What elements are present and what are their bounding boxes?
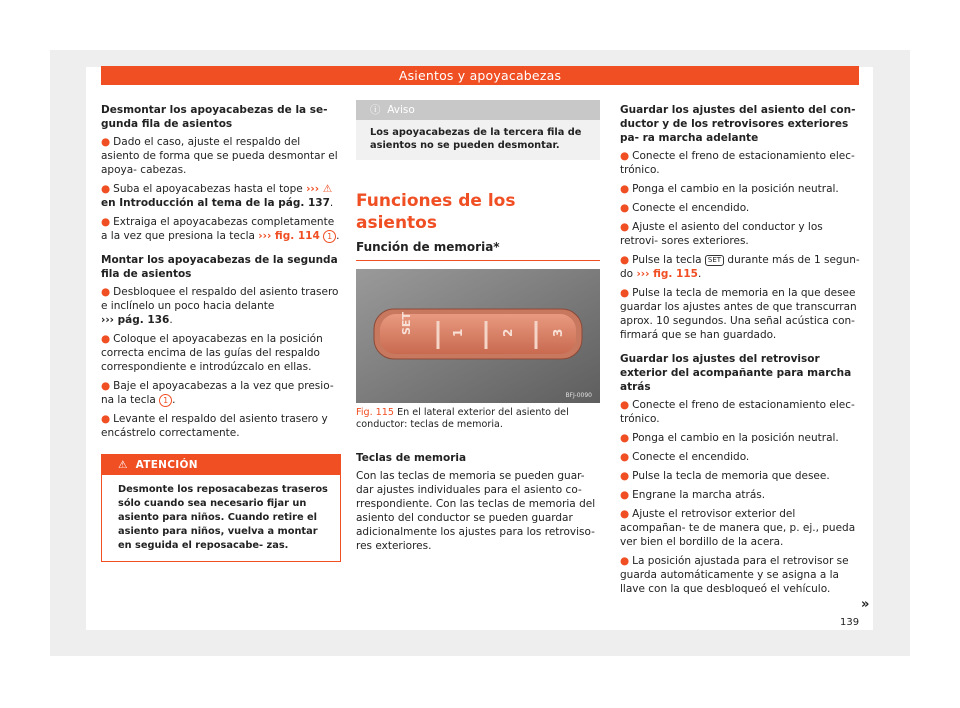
bullet-icon: ● — [620, 489, 630, 501]
list-item: ● Extraiga el apoyacabezas completamente a la vez que presiona la tecla ››› fig. 114 1 . — [101, 216, 340, 242]
list-item: ● Pulse la tecla SET durante más de 1 segun- do ››› fig. 115. — [620, 254, 860, 280]
bullet-icon: ● — [101, 333, 111, 345]
list-item: ● Pulse la tecla de memoria que desee. — [620, 470, 830, 482]
heading-montar: Montar los apoyacabezas de la segunda fila de asientos — [101, 254, 338, 280]
bullet-icon: ● — [620, 508, 630, 520]
memory-key-3-label: 3 — [551, 328, 565, 337]
bullet-icon: ● — [620, 555, 630, 567]
set-key-icon: SET — [705, 255, 724, 266]
figure-code: BFJ-0090 — [565, 392, 592, 399]
note-text: Los apoyacabezas de la tercera fila de asientos no se pueden desmontar. — [370, 127, 582, 151]
list-item: ● Conecte el encendido. — [620, 451, 750, 463]
heading-teclas: Teclas de memoria — [356, 452, 467, 464]
note-box — [356, 100, 600, 160]
callout-number: 1 — [323, 230, 336, 243]
bullet-icon: ● — [101, 413, 111, 425]
bullet-icon: ● — [101, 183, 111, 195]
bullet-icon: ● — [101, 380, 111, 392]
bullet-icon: ● — [620, 183, 630, 195]
warning-triangle-icon: ⚠ — [322, 183, 333, 195]
warning-triangle-icon: ⚠ — [118, 459, 128, 471]
list-item: ● Levante el respaldo del asiento trasero y encástrelo correctamente. — [101, 413, 328, 439]
bullet-icon: ● — [101, 136, 111, 148]
info-icon: ⓘ — [370, 104, 381, 116]
memory-keys-illustration — [356, 269, 600, 403]
subsection-title: Función de memoria* — [356, 240, 600, 261]
list-item: ● Suba el apoyacabezas hasta el tope ››› ⚠ en Introducción al tema de la pág. 137. — [101, 183, 334, 209]
warning-text: Desmonte los reposacabezas traseros sólo cuando sea necesario fijar un asiento para niños. Cuando retire el asiento para niños, vuelva a montar en seguida el reposacabe- zas. — [118, 484, 328, 551]
cross-reference-link[interactable]: ››› — [306, 183, 323, 195]
heading-guardar-asiento: Guardar los ajustes del asiento del con- ductor y de los retrovisores exteriores pa- ra marcha adelante — [620, 104, 856, 144]
set-key-label: SET — [400, 312, 413, 335]
list-item: ● Ajuste el asiento del conductor y los retrovi- sores exteriores. — [620, 221, 823, 247]
list-item: ● Conecte el encendido. — [620, 202, 750, 214]
list-item: ● Coloque el apoyacabezas en la posición correcta encima de las guías del respaldo correspondiente e introdúzcalo en ellas. — [101, 333, 323, 373]
bullet-icon: ● — [620, 451, 630, 463]
memory-key-2-label: 2 — [501, 328, 515, 337]
continue-marker: » — [861, 597, 870, 612]
callout-number: 1 — [159, 394, 172, 407]
bullet-icon: ● — [620, 432, 630, 444]
list-item: ● Baje el apoyacabezas a la vez que presio- na la tecla 1 . — [101, 380, 334, 406]
page-number: 139 — [840, 617, 860, 628]
page-link[interactable]: ››› pág. 136 — [101, 314, 170, 326]
bullet-icon: ● — [101, 216, 111, 228]
memory-key-1-label: 1 — [451, 328, 465, 337]
list-item: ● Dado el caso, ajuste el respaldo del asiento de forma que se pueda desmontar el apoya- cabezas. — [101, 136, 338, 176]
heading-guardar-retrovisor: Guardar los ajustes del retrovisor exterior del acompañante para marcha atrás — [620, 353, 852, 393]
list-item: ● La posición ajustada para el retrovisor se guarda automáticamente y se asigna a la llave con la que desbloqueó el vehículo. — [620, 555, 849, 595]
section-title: Funciones de los asientos — [356, 191, 516, 233]
column-middle — [356, 100, 600, 558]
warning-header: ⚠ ATENCIÓN — [102, 455, 340, 475]
figure-link[interactable]: ››› fig. 115 — [636, 268, 698, 280]
bullet-icon: ● — [620, 202, 630, 214]
figure-caption: Fig. 115 En el lateral exterior del asiento del conductor: teclas de memoria. — [356, 407, 569, 430]
column-left — [101, 103, 341, 562]
memory-keys-figure — [356, 269, 600, 403]
bullet-icon: ● — [620, 150, 630, 162]
bullet-icon: ● — [620, 254, 630, 266]
list-item: ● Conecte el freno de estacionamiento elec- trónico. — [620, 150, 855, 176]
column-right — [620, 103, 860, 601]
bullet-icon: ● — [620, 221, 630, 233]
heading-desmontar: Desmontar los apoyacabezas de la se- gunda fila de asientos — [101, 104, 328, 130]
bullet-icon: ● — [620, 287, 630, 299]
list-item: ● Ajuste el retrovisor exterior del acompañan- te de manera que, p. ej., pueda ver bien el bordillo de la acera. — [620, 508, 856, 548]
figure-link[interactable]: ››› fig. 114 — [258, 230, 320, 242]
bullet-icon: ● — [620, 470, 630, 482]
list-item: ● Engrane la marcha atrás. — [620, 489, 766, 501]
note-header: ⓘ Aviso — [356, 100, 600, 120]
list-item: ● Ponga el cambio en la posición neutral. — [620, 183, 839, 195]
list-item: ● Conecte el freno de estacionamiento elec- trónico. — [620, 399, 855, 425]
bullet-icon: ● — [620, 399, 630, 411]
warning-box — [101, 454, 341, 562]
list-item: ● Pulse la tecla de memoria en la que desee guardar los ajustes antes de que transcurran aprox. 10 segundos. Una señal acústica con- firmará que se han guardado. — [620, 287, 857, 341]
list-item: ● Ponga el cambio en la posición neutral. — [620, 432, 839, 444]
list-item: ● Desbloquee el respaldo del asiento trasero e inclínelo un poco hacia delante ››› pág. 136. — [101, 286, 339, 326]
paragraph-teclas: Con las teclas de memoria se pueden guar- dar ajustes individuales para el asiento co- rrespondiente. Con las teclas de memoria del asiento del conductor se pueden guardar adicionalmente los ajustes para los retroviso- res exteriores. — [356, 470, 596, 552]
page-header: Asientos y apoyacabezas — [101, 66, 859, 85]
bullet-icon: ● — [101, 286, 111, 298]
